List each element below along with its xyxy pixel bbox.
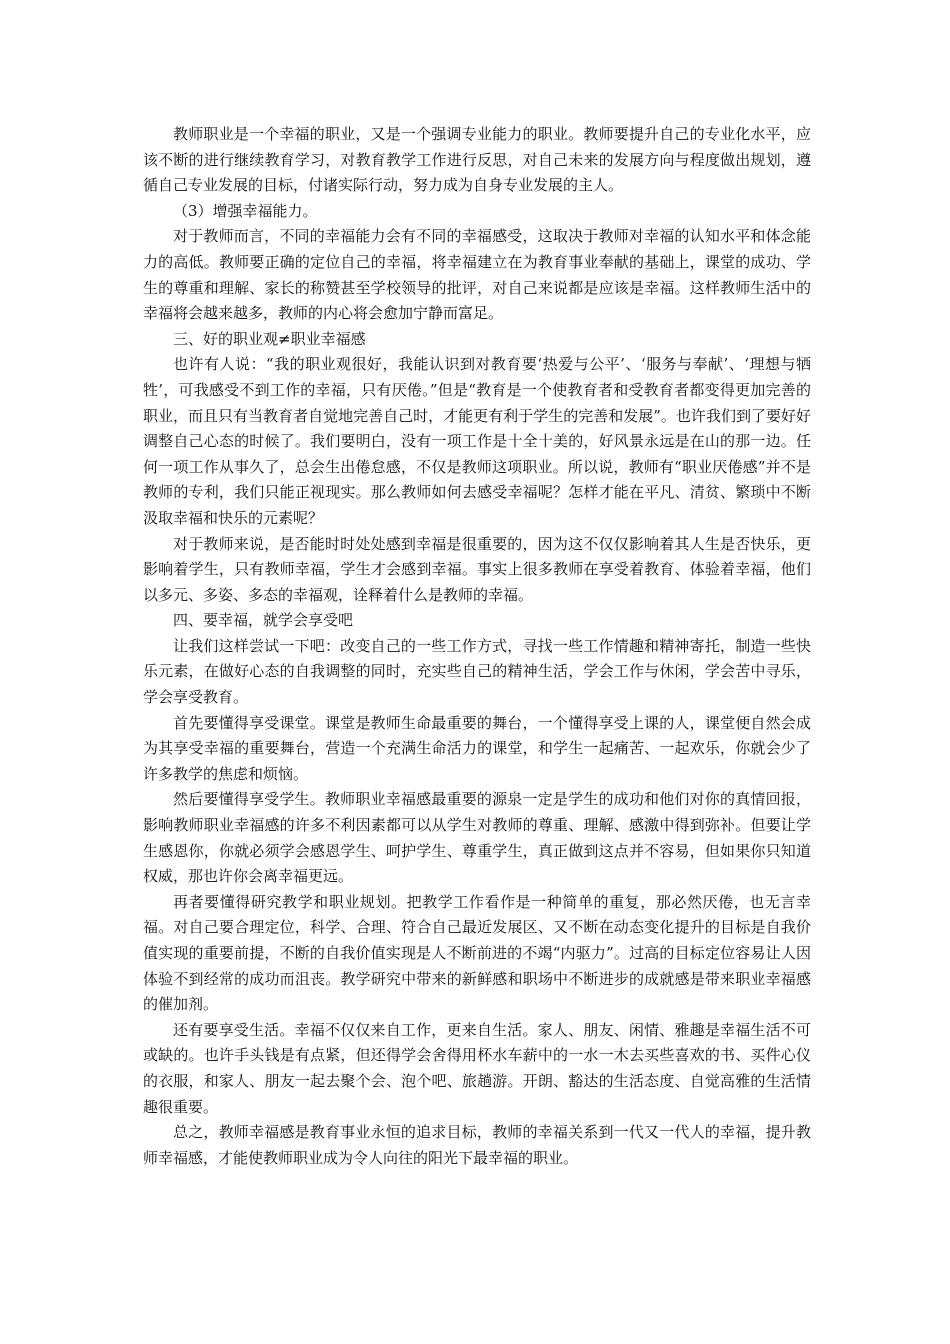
section-heading: 四、要幸福，就学会享受吧 <box>173 611 354 630</box>
paragraph: 再者要懂得研究教学和职业规划。把教学工作看作是一种简单的重复，那必然厌倦，也无言幸福。对自己要合理定位，科学、合理、符合自己最近发展区、又不断在动态变化提升的目标是自我价值实现的重要前提，不断的自我价值实现是人不断前进的不竭“内驱力”。过高的目标定位容易让人因体验不到经常的成功而沮丧。教学研究中带来的新鲜感和职场中不断进步的成就感是带来职业幸福感的催加剂。 <box>143 892 811 1014</box>
paragraph: 教师职业是一个幸福的职业，又是一个强调专业能力的职业。教师要提升自己的专业化水平，应该不断的进行继续教育学习，对教育教学工作进行反思，对自己未来的发展方向与程度做出规划，遵循自己专业发展的目标，付诸实际行动，努力成为自身专业发展的主人。 <box>143 125 811 195</box>
paragraph: 让我们这样尝试一下吧：改变自己的一些工作方式，寻找一些工作情趣和精神寄托，制造一些快乐元素，在做好心态的自我调整的同时，充实些自己的精神生活，学会工作与休闲，学会苦中寻乐，学会享受教育。 <box>143 636 811 707</box>
document-body <box>143 122 811 1171</box>
paragraph: 总之，教师幸福感是教育事业永恒的追求目标，教师的幸福关系到一代又一代人的幸福，提升教师幸福感，才能使教师职业成为令人向往的阳光下最幸福的职业。 <box>143 1123 811 1167</box>
paragraph: 首先要懂得享受课堂。课堂是教师生命最重要的舞台，一个懂得享受上课的人，课堂便自然会成为其享受幸福的重要舞台，营造一个充满生命活力的课堂，和学生一起痛苦、一起欢乐，你就会少了许多教学的焦虑和烦恼。 <box>143 713 811 783</box>
paragraph: 对于教师而言，不同的幸福能力会有不同的幸福感受，这取决于教师对幸福的认知水平和体念能力的高低。教师要正确的定位自己的幸福，将幸福建立在为教育事业奉献的基础上，课堂的成功、学生的尊重和理解、家长的称赞甚至学校领导的批评，对自己来说都是应该是幸福。这样教师生活中的幸福将会越来越多，教师的内心将会愈加宁静而富足。 <box>143 227 811 323</box>
paragraph: 也许有人说：“我的职业观很好，我能认识到对教育要‘热爱与公平’、‘服务与奉献’、‘理想与牺牲’，可我感受不到工作的幸福，只有厌倦。”但是“教育是一个使教育者和受教育者都变得更加完善的职业，而且只有当教育者自觉地完善自己时，才能更有利于学生的完善和发展”。也许我们到了要好好调整自己心态的时候了。我们要明白，没有一项工作是十全十美的，好风景永远是在山的那一边。任何一项工作从事久了，总会生出倦怠感，不仅是教师这项职业。所以说，教师有“职业厌倦感”并不是教师的专利，我们只能正视现实。那么教师如何去感受幸福呢？怎样才能在平凡、清贫、繁琐中不断汲取幸福和快乐的元素呢？ <box>143 355 811 527</box>
paragraph: 然后要懂得享受学生。教师职业幸福感最重要的源泉一定是学生的成功和他们对你的真情回报，影响教师职业幸福感的许多不利因素都可以从学生对教师的尊重、理解、感激中得到弥补。但要让学生感恩你，你就必须学会感恩学生、呵护学生、尊重学生，真正做到这点并不容易，但如果你只知道权威，那也许你会离幸福更远。 <box>143 790 811 886</box>
section-subheading: （3）增强幸福能力。 <box>173 201 318 220</box>
paragraph: 对于教师来说，是否能时时处处感到幸福是很重要的，因为这不仅仅影响着其人生是否快乐，更影响着学生，只有教师幸福，学生才会感到幸福。事实上很多教师在享受着教育、体验着幸福，他们以多元、多姿、多态的幸福观，诠释着什么是教师的幸福。 <box>143 534 811 604</box>
section-heading: 三、好的职业观≠职业幸福感 <box>173 329 366 348</box>
paragraph: 还有要享受生活。幸福不仅仅来自工作，更来自生活。家人、朋友、闲情、雅趣是幸福生活不可或缺的。也许手头钱是有点紧，但还得学会舍得用杯水车薪中的一水一木去买些喜欢的书、买件心仪的衣服，和家人、朋友一起去聚个会、泡个吧、旅趟游。开朗、豁达的生活态度、自觉高雅的生活情趣很重要。 <box>143 1020 811 1116</box>
